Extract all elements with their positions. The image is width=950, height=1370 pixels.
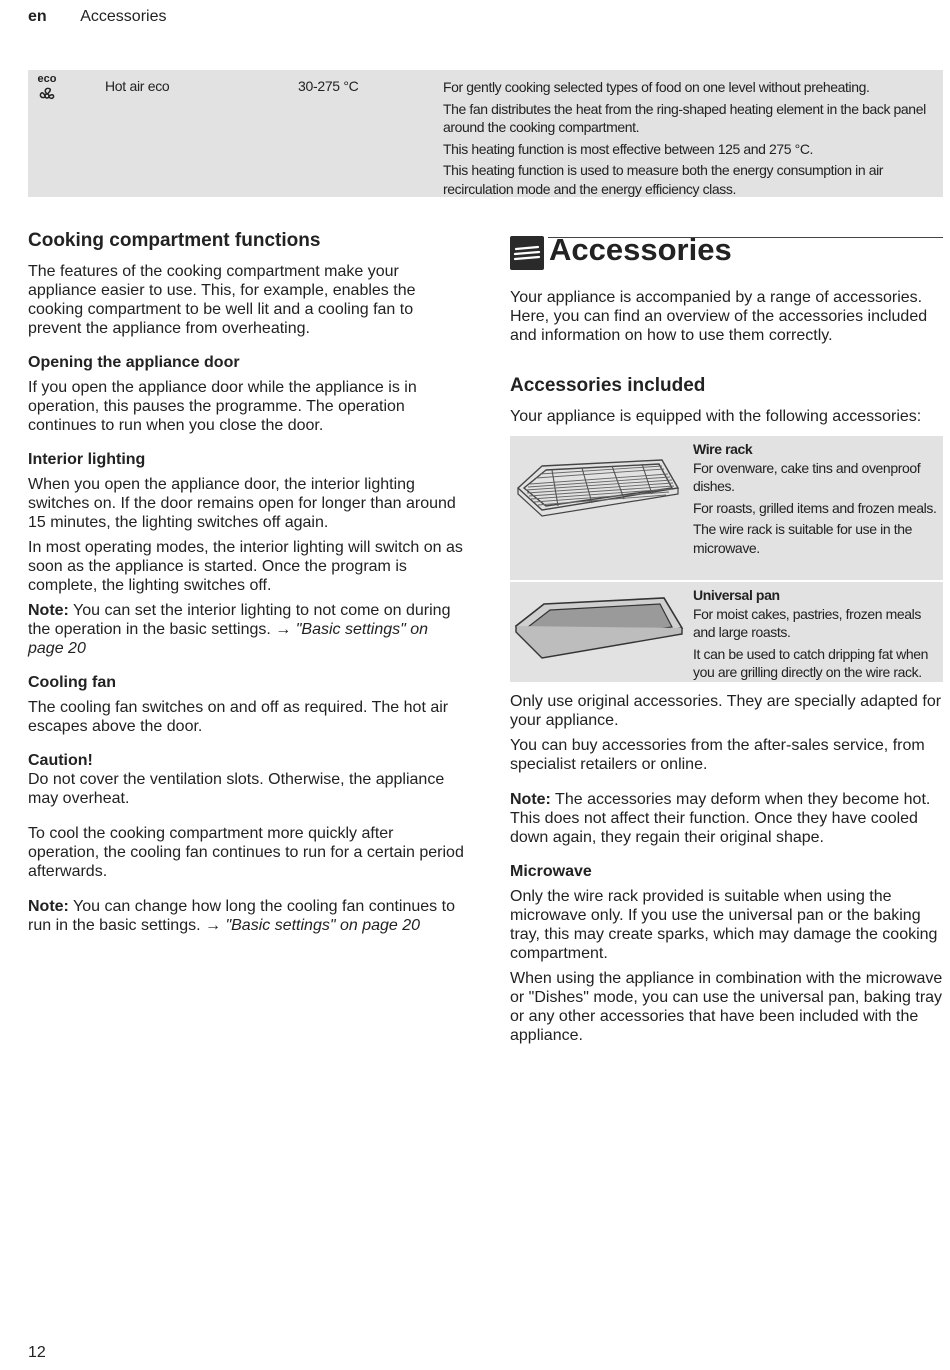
page-number: 12 [28, 1344, 46, 1361]
accessory-line: For roasts, grilled items and frozen meals. [693, 499, 937, 516]
accessories-included-intro: Your appliance is equipped with the following accessories: [510, 408, 922, 425]
note-label: Note: [510, 791, 551, 808]
accessories-note [510, 790, 943, 847]
header-section: Accessories [80, 8, 167, 25]
accessory-line: For moist cakes, pastries, frozen meals and large roasts. [693, 605, 921, 640]
lighting-note [28, 601, 468, 658]
accessories-heading [510, 230, 943, 274]
page-reference-link[interactable]: "Basic settings" on page 20 [28, 621, 429, 657]
left-column [28, 230, 468, 941]
note-text: You can change how long the cooling fan continues to run in the basic settings. [28, 898, 455, 934]
accessories-text: Only use original accessories. They are specially adapted for your appliance. [510, 693, 942, 729]
accessory-line: For ovenware, cake tins and ovenproof dishes. [693, 459, 921, 494]
accessory-line: It can be used to catch dripping fat when you are grilling directly on the wire rack. [693, 645, 928, 680]
arrow-icon: → [205, 917, 221, 934]
accessories-title: Accessories [549, 232, 732, 267]
caution-label: Caution! [28, 752, 93, 769]
eco-fan-icon [32, 72, 62, 108]
universal-pan-image [512, 590, 686, 670]
accessories-table [510, 436, 943, 682]
arrow-icon: → [275, 621, 292, 638]
accessory-line: The wire rack is suitable for use in the microwave. [693, 521, 912, 556]
right-column [510, 230, 943, 1051]
lighting-text: When you open the appliance door, the interior lighting switches on. If the door remains open for longer than around 15 minutes, the lighting switches off again. [28, 476, 456, 531]
cooking-compartment-title: Cooking compartment functions [28, 230, 321, 251]
description-line: The fan distributes the heat from the ring-shaped heating element in the back panel around the cooking compartment. [443, 100, 926, 135]
microwave-text: Only the wire rack provided is suitable when using the microwave only. If you use the universal pan or the baking tray, this may create sparks, which may damage the cooking compartment. [510, 888, 938, 962]
page-reference-link[interactable]: "Basic settings" on page 20 [225, 917, 421, 934]
lighting-title: Interior lighting [28, 451, 146, 468]
note-text: You can set the interior lighting to not come on during the operation in the basic settings. [28, 602, 451, 638]
accessories-included-title: Accessories included [510, 375, 706, 396]
heating-function-row [28, 70, 943, 197]
accessory-name: Wire rack [693, 441, 753, 457]
eco-icon-label: eco [37, 73, 57, 85]
accessory-row-wire-rack [510, 436, 943, 580]
door-text: If you open the appliance door while the appliance is in operation, this pauses the programme. The operation continues to run when you close the door. [28, 379, 417, 434]
door-title: Opening the appliance door [28, 354, 240, 371]
cooling-fan-note [28, 897, 468, 935]
accessories-intro: Your appliance is accompanied by a range of accessories. Here, you can find an overview of the accessories included and information on how to use them correctly. [510, 289, 928, 344]
wire-rack-description [693, 440, 943, 560]
cooling-fan-text: The cooling fan switches on and off as required. The hot air escapes above the door. [28, 699, 449, 735]
caution-text: Do not cover the ventilation slots. Otherwise, the appliance may overheat. [28, 771, 445, 807]
description-line: This heating function is used to measure both the energy consumption in air recirculation mode and the energy efficiency class. [443, 162, 884, 197]
heating-function-name: Hot air eco [105, 78, 170, 94]
description-line: For gently cooking selected types of food on one level without preheating. [443, 79, 870, 95]
universal-pan-description [693, 586, 943, 685]
heating-function-description [443, 78, 943, 201]
accessories-tray-icon [510, 236, 544, 270]
wire-rack-image [512, 448, 686, 528]
accessory-row-universal-pan [510, 580, 943, 682]
note-text: The accessories may deform when they become hot. This does not affect their function. Once they have cooled down again, they regain their original shape. [510, 791, 931, 846]
description-line: This heating function is most effective between 125 and 275 °C. [443, 140, 814, 157]
cooling-fan-text: To cool the cooking compartment more quickly after operation, the cooling fan continues to run for a certain period afterwards. [28, 825, 464, 880]
accessory-name: Universal pan [693, 587, 780, 603]
running-header [28, 8, 166, 26]
lighting-text: In most operating modes, the interior lighting will switch on as soon as the appliance is started. Once the program is complete, the lighting switches off. [28, 539, 463, 594]
heating-function-temperature: 30-275 °C [298, 78, 359, 94]
microwave-title: Microwave [510, 863, 592, 880]
cooking-compartment-intro: The features of the cooking compartment make your appliance easier to use. This, for example, enables the cooking compartment to be well lit and a cooling fan to prevent the appliance from overheating. [28, 263, 416, 337]
accessories-text: You can buy accessories from the after-sales service, from specialist retailers or online. [510, 737, 925, 773]
cooling-fan-title: Cooling fan [28, 674, 116, 691]
language-code: en [28, 8, 47, 25]
microwave-text: When using the appliance in combination with the microwave or "Dishes" mode, you can use the universal pan, baking tray or any other accessories that have been included with the appliance. [510, 970, 943, 1044]
note-label: Note: [28, 898, 69, 915]
note-label: Note: [28, 602, 69, 619]
